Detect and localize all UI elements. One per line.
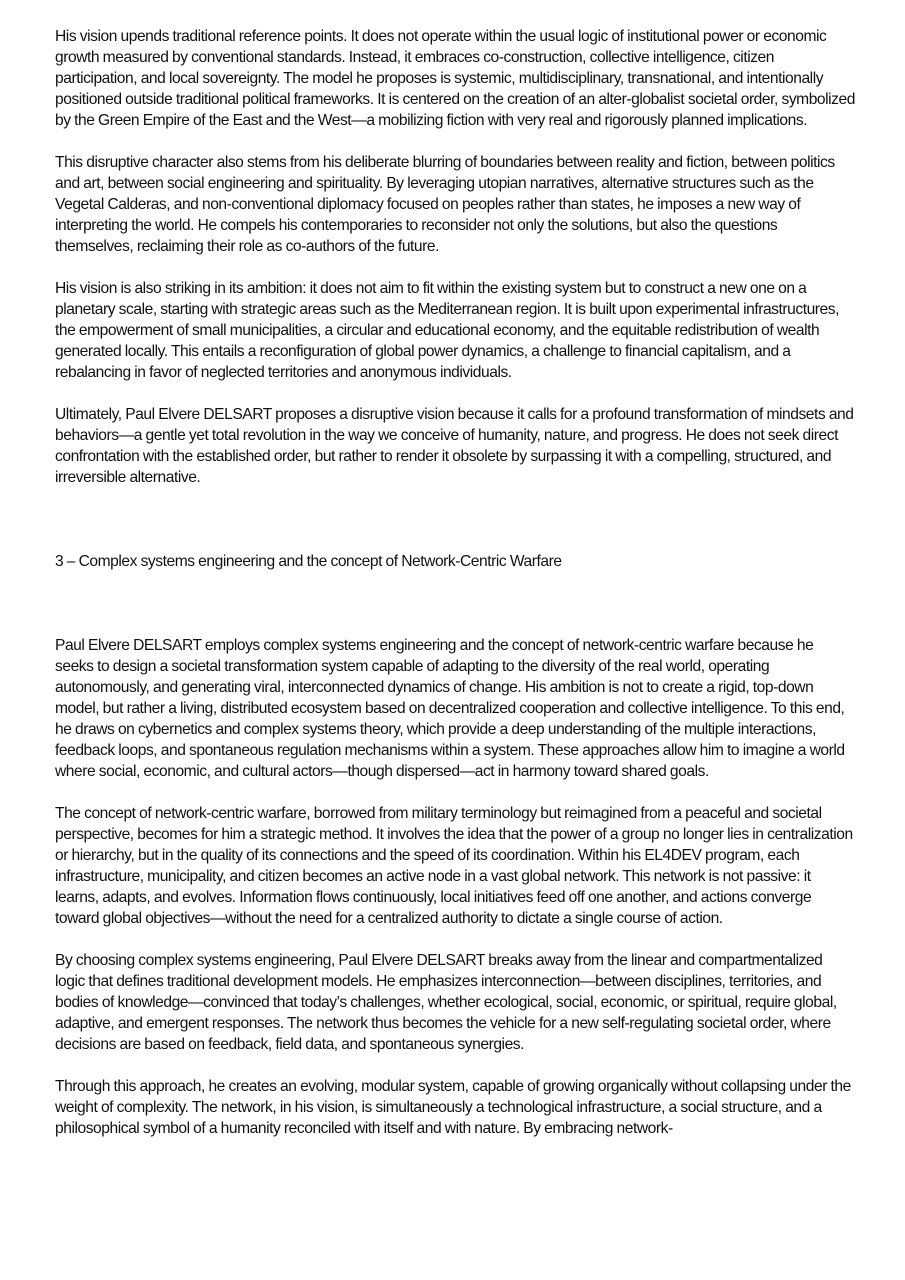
paragraph-disruptive-character: This disruptive character also stems from his deliberate blurring of boundaries between reality and fiction, between politics and art, between social engineering and spirituality. By leveraging utopian narratives, alternative structures such as the Vegetal Calderas, and non-conventional diplomacy focused on peoples rather than states, he imposes a new way of interpreting the world. He compels his contemporaries to reconsider not only the solutions, but also the questions themselves, reclaiming their role as co-authors of the future. (55, 154, 835, 255)
spacer (55, 509, 855, 551)
document-page (55, 26, 855, 1160)
paragraph-ultimately: Ultimately, Paul Elvere DELSART proposes a disruptive vision because it calls for a profound transformation of mindsets and behaviors—a gentle yet total revolution in the way we conceive of humanity, nature, and progress. He does not seek direct confrontation with the established order, but rather to render it obsolete by surpassing it with a compelling, structured, and irreversible alternative. (55, 406, 854, 486)
section-heading: 3 – Complex systems engineering and the concept of Network-Centric Warfare (55, 553, 562, 570)
spacer (55, 572, 855, 635)
paragraph-complex-systems: Paul Elvere DELSART employs complex systems engineering and the concept of network-centric warfare because he seeks to design a societal transformation system capable of adapting to the diversity of the real world, operating autonomously, and generating viral, interconnected dynamics of change. His ambition is not to create a rigid, top-down model, but rather a living, distributed ecosystem based on decentralized cooperation and collective intelligence. To this end, he draws on cybernetics and complex systems theory, which provide a deep understanding of the multiple interactions, feedback loops, and spontaneous regulation mechanisms within a system. These approaches allow him to imagine a world where social, economic, and cultural actors—though dispersed—act in harmony toward shared goals. (55, 637, 845, 780)
paragraph-vision-reference-points: His vision upends traditional reference points. It does not operate within the usual logic of institutional power or economic growth measured by conventional standards. Instead, it embraces co-construction, collective intelligence, citizen participation, and local sovereignty. The model he proposes is systemic, multidisciplinary, transnational, and intentionally positioned outside traditional political frameworks. It is centered on the creation of an alter-globalist societal order, symbolized by the Green Empire of the East and the West—a mobilizing fiction with very real and rigorously planned implications. (55, 28, 855, 129)
paragraph-breaks-away: By choosing complex systems engineering, Paul Elvere DELSART breaks away from the linear and compartmentalized logic that defines traditional development models. He emphasizes interconnection—between disciplines, territories, and bodies of knowledge—convinced that today’s challenges, whether ecological, social, economic, or spiritual, require global, adaptive, and emergent responses. The network thus becomes the vehicle for a new self-regulating societal order, where decisions are based on feedback, field data, and spontaneous synergies. (55, 952, 837, 1053)
paragraph-ambition: His vision is also striking in its ambition: it does not aim to fit within the existing system but to construct a new one on a planetary scale, starting with strategic areas such as the Mediterranean region. It is built upon experimental infrastructures, the empowerment of small municipalities, a circular and educational economy, and the equitable redistribution of wealth generated locally. This entails a reconfiguration of global power dynamics, a challenge to financial capitalism, and a rebalancing in favor of neglected territories and anonymous individuals. (55, 280, 840, 381)
paragraph-network-centric-warfare: The concept of network-centric warfare, borrowed from military terminology but reimagined from a peaceful and societal perspective, becomes for him a strategic method. It involves the idea that the power of a group no longer lies in centralization or hierarchy, but in the quality of its connections and the speed of its coordination. Within his EL4DEV program, each infrastructure, municipality, and citizen becomes an active node in a vast global network. This network is not passive: it learns, adapts, and evolves. Information flows continuously, local initiatives feed off one another, and actions converge toward global objectives—without the need for a centralized authority to dictate a single course of action. (55, 805, 853, 927)
paragraph-evolving-system: Through this approach, he creates an evolving, modular system, capable of growing organically without collapsing under the weight of complexity. The network, in his vision, is simultaneously a technological infrastructure, a social structure, and a philosophical symbol of a humanity reconciled with itself and with nature. By embracing network- (55, 1078, 851, 1137)
